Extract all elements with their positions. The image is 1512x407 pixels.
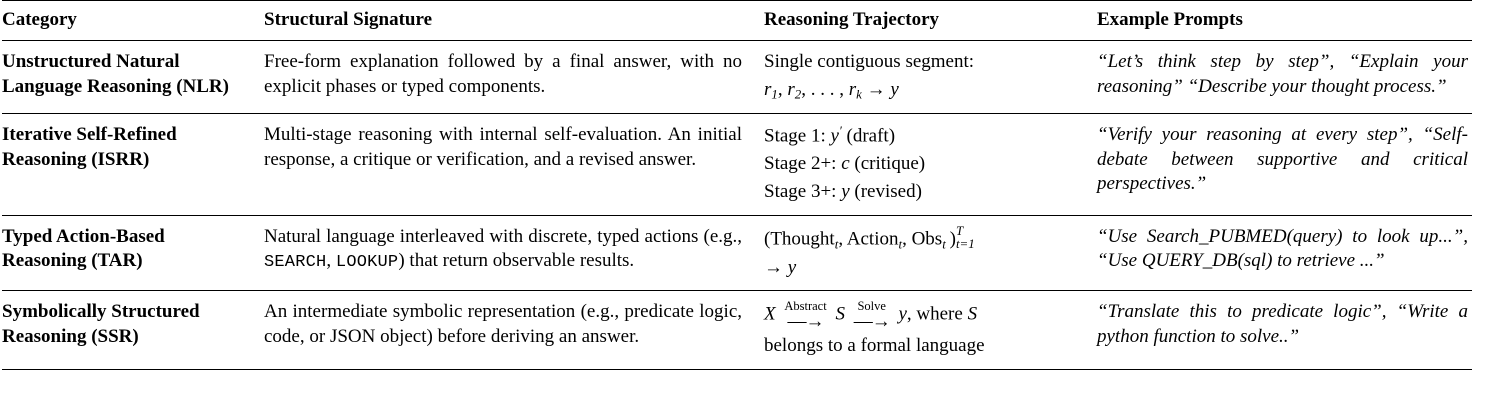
table-row bbox=[2, 291, 1472, 369]
category-line-2: Language Reasoning (NLR) bbox=[2, 75, 229, 97]
table-row bbox=[2, 114, 1472, 216]
trajectory-formula-line-2: → y bbox=[764, 256, 797, 278]
column-header-example-prompts: Example Prompts bbox=[1097, 1, 1472, 41]
row-category-nlr bbox=[2, 41, 264, 114]
table-row bbox=[2, 41, 1472, 114]
row-trajectory-tar bbox=[764, 215, 1097, 291]
taxonomy-table bbox=[2, 0, 1472, 370]
signature-text-post: ) that return observable results. bbox=[398, 250, 635, 272]
trajectory-text: Single contiguous segment: bbox=[764, 51, 975, 72]
action-token-search: SEARCH bbox=[264, 253, 327, 273]
trajectory-formula: $r_1$, $r_2$, . . . , $r_k \to y$ bbox=[764, 78, 899, 102]
category-line-1: Iterative Self-Refined bbox=[2, 124, 177, 146]
table-body bbox=[2, 41, 1472, 370]
category-line-2: Reasoning (ISRR) bbox=[2, 148, 150, 170]
labeled-arrow-solve: Solve —→ bbox=[853, 299, 890, 332]
table-row bbox=[2, 215, 1472, 291]
row-signature-nlr: Free-form explanation followed by a final answer, with no explicit phases or typed components. bbox=[264, 41, 764, 114]
row-signature-ssr: An intermediate symbolic representation (e.g., predicate logic, code, or JSON object) before deriving an answer. bbox=[264, 291, 764, 369]
row-trajectory-isrr bbox=[764, 114, 1097, 216]
column-header-structural-signature: Structural Signature bbox=[264, 1, 764, 41]
category-line-1: Typed Action-Based bbox=[2, 225, 165, 247]
row-category-tar bbox=[2, 215, 264, 291]
labeled-arrow-abstract: Abstract —→ bbox=[784, 299, 827, 332]
row-category-ssr bbox=[2, 291, 264, 369]
category-line-1: Unstructured Natural bbox=[2, 51, 180, 72]
row-examples-isrr: “Verify your reasoning at every step”, “Self-debate between supportive and critical perspectives.” bbox=[1097, 114, 1472, 216]
row-examples-tar: “Use Search_PUBMED(query) to look up...”, “Use QUERY_DB(sql) to retrieve ...” bbox=[1097, 215, 1472, 291]
trajectory-formula-line-2: belongs to a formal language bbox=[764, 334, 985, 356]
row-trajectory-nlr bbox=[764, 41, 1097, 114]
arrow-label-solve: Solve bbox=[857, 299, 886, 314]
column-header-reasoning-trajectory: Reasoning Trajectory bbox=[764, 1, 1097, 41]
category-line-2: Reasoning (TAR) bbox=[2, 250, 143, 272]
signature-text-pre: Natural language interleaved with discrete, typed actions (e.g., bbox=[264, 225, 742, 247]
row-examples-nlr: “Let’s think step by step”, “Explain your reasoning” “Describe your thought process.” bbox=[1097, 41, 1472, 114]
row-examples-ssr: “Translate this to predicate logic”, “Write a python function to solve..” bbox=[1097, 291, 1472, 369]
row-signature-isrr: Multi-stage reasoning with internal self-evaluation. An initial response, a critique or verification, and a revised answer. bbox=[264, 114, 764, 216]
column-header-category: Category bbox=[2, 1, 264, 41]
row-category-isrr bbox=[2, 114, 264, 216]
trajectory-stage-2: Stage 2+: c (critique) bbox=[764, 153, 926, 175]
row-signature-tar bbox=[264, 215, 764, 291]
signature-text-mid: , bbox=[326, 250, 336, 272]
category-line-2: Reasoning (SSR) bbox=[2, 326, 139, 348]
trajectory-stage-3: Stage 3+: y (revised) bbox=[764, 180, 922, 202]
table-header bbox=[2, 1, 1472, 41]
trajectory-formula: (Thought$_t$, Action$_t$, Obs$_t$ ) T t=1 bbox=[764, 222, 975, 252]
action-token-lookup: LOOKUP bbox=[335, 253, 399, 273]
arrow-label-abstract: Abstract bbox=[784, 299, 827, 314]
trajectory-formula: X Abstract —→ S Solve —→ y, where S bbox=[764, 299, 978, 332]
row-trajectory-ssr bbox=[764, 291, 1097, 369]
category-line-1: Symbolically Structured bbox=[2, 301, 200, 323]
trajectory-stage-1: Stage 1: y′ (draft) bbox=[764, 123, 896, 147]
